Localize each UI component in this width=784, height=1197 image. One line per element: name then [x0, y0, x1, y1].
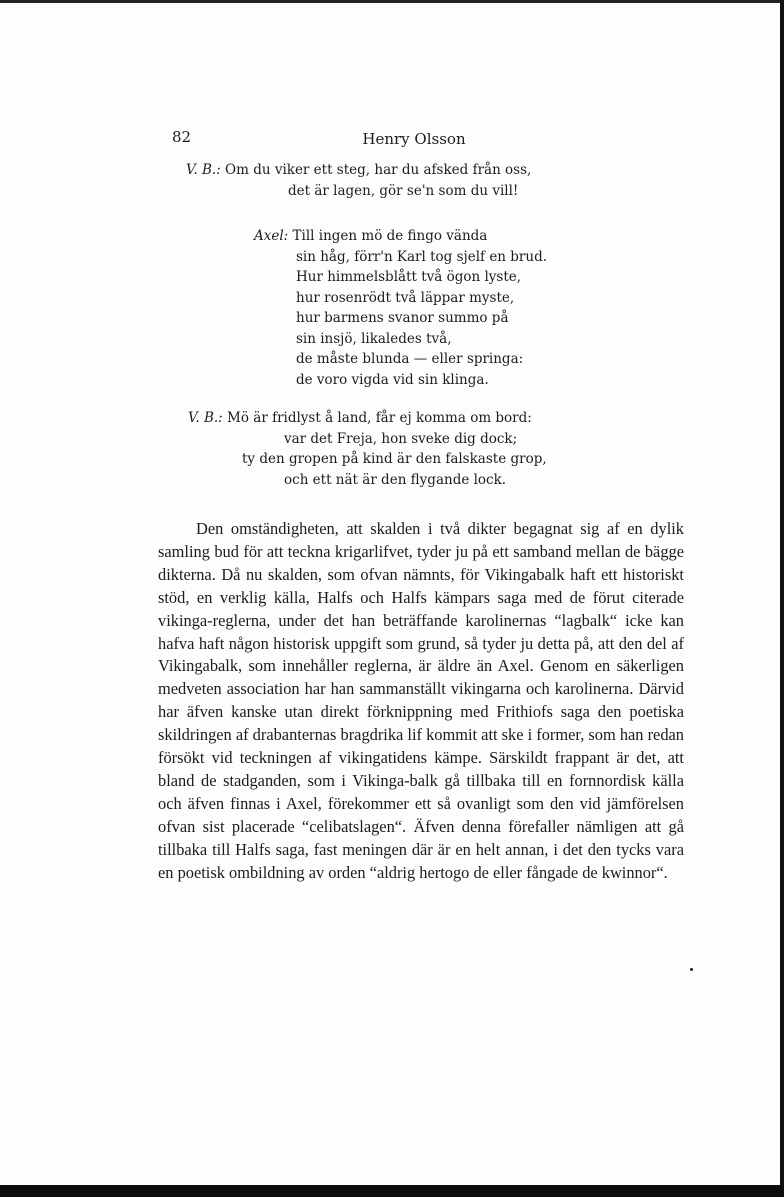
verse-stanza-2	[254, 226, 547, 390]
verse-line: och ett nät är den flygande lock.	[284, 471, 507, 488]
scan-speck	[690, 968, 693, 971]
verse-line	[186, 160, 531, 181]
paragraph-text: Den omständigheten, att skalden i två dikter begagnat sig af en dylik samling bud för att teckna krigarlifvet, tyder ju på ett samband mellan de bägge dikterna. Då nu skalden, som ofvan nämnts, för Vikingabalk haft ett historiskt stöd, en verklig källa, Halfs och Halfs kämpars saga med de förut citerade vikinga-reglerna, under det han beträffande karolinernas “lagbalk“ icke kan hafva haft någon historisk uppgift som grund, så tyder ju detta på, att den del af Vikingabalk, som innehåller reglerna, är äldre än Axel. Genom en säkerligen medveten association har han sammanställt vikingarna och karolinerna. Därvid har äfven kanske utan direkt förknippning med Frithiofs saga den poetiska skildringen af drabanternas bragdrika lif kommit att ske i former, som han redan försökt vid teckningen af vikingatidens kämpe. Särskildt frappant är det, att bland de stadganden, som i Vikinga-balk gå tillbaka till en fornnordisk källa och äfven finnas i Axel, förekommer ett så ovanligt som den vid jämförelsen ofvan sist placerade “celibatslagen“. Äfven denna förefaller nämligen att gå tillbaka till Halfs saga, fast meningen där är en helt annan, i det den tycks vara en poetisk ombildning av orden “aldrig hertogo de eller fångade de kwinnor“.	[158, 519, 684, 882]
body-paragraph	[158, 518, 684, 885]
speaker-label: V. B.:	[188, 410, 223, 426]
running-title: Henry Olsson	[362, 130, 466, 148]
verse-line: hur rosenrödt två läppar myste,	[296, 289, 515, 306]
verse-line: var det Freja, hon sveke dig dock;	[284, 430, 518, 447]
verse-line: sin håg, förr'n Karl tog sjelf en brud.	[296, 248, 548, 265]
scan-edge-right	[780, 0, 784, 1197]
scan-edge-bottom	[0, 1185, 784, 1197]
verse-stanza-3	[188, 408, 547, 490]
speaker-label: V. B.:	[186, 162, 221, 178]
verse-line: hur barmens svanor summo på	[296, 310, 509, 326]
speaker-label: Axel:	[254, 228, 289, 244]
verse-text: Till ingen mö de fingo vända	[292, 228, 488, 244]
verse-line	[254, 226, 547, 247]
verse-line	[186, 181, 531, 202]
verse-line: de måste blunda — eller springa:	[296, 351, 524, 367]
verse-line: ty den gropen på kind är den falskaste grop,	[242, 451, 547, 467]
verse-line: de voro vigda vid sin klinga.	[296, 371, 489, 388]
scan-edge-top	[0, 0, 784, 3]
verse-line	[188, 408, 547, 429]
verse-text: Mö är fridlyst å land, får ej komma om bord:	[227, 410, 532, 426]
verse-line: Hur himmelsblått två ögon lyste,	[296, 269, 522, 285]
verse-line: sin insjö, likaledes två,	[296, 330, 452, 347]
page-number: 82	[172, 128, 192, 146]
verse-stanza-1	[186, 160, 531, 201]
verse-text: det är lagen, gör se'n som du vill!	[288, 182, 519, 199]
verse-text: Om du viker ett steg, har du afsked från oss,	[225, 162, 532, 178]
